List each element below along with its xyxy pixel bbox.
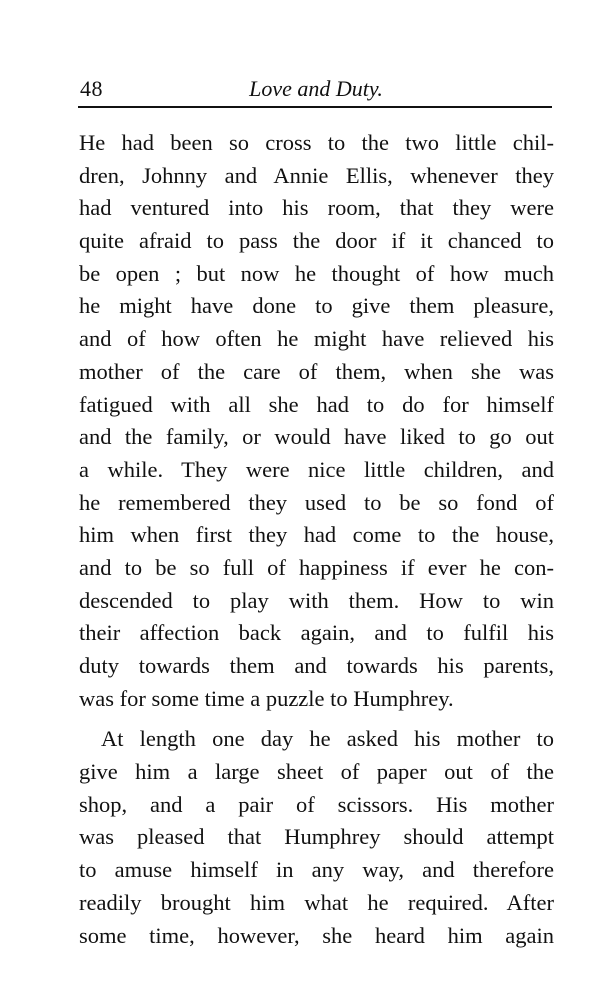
paragraph-gap — [79, 715, 554, 723]
text-line: and to be so full of happiness if ever he con- — [79, 554, 554, 580]
text-line: and the family, or would have liked to go out — [79, 424, 554, 450]
text-line: descended to play with them. How to win — [79, 587, 554, 613]
text-line: be open ; but now he thought of how much — [79, 260, 554, 286]
text-line: shop, and a pair of scissors. His mother — [79, 791, 554, 817]
text-line: fatigued with all she had to do for himself — [79, 391, 554, 417]
body-text — [79, 127, 554, 952]
text-line: to amuse himself in any way, and therefore — [79, 857, 554, 883]
page-header — [78, 72, 554, 102]
running-title: Love and Duty. — [249, 76, 383, 101]
page-number: 48 — [80, 76, 103, 101]
text-line: he remembered they used to be so fond of — [79, 489, 554, 515]
text-line: was pleased that Humphrey should attempt — [79, 824, 554, 850]
paragraph — [79, 723, 554, 952]
text-line: was for some time a puzzle to Humphrey. — [79, 685, 454, 711]
header-rule — [78, 106, 552, 108]
text-line: and of how often he might have relieved his — [79, 326, 554, 352]
paragraph — [79, 127, 554, 715]
text-line: some time, however, she heard him again — [79, 922, 554, 948]
text-line: dren, Johnny and Annie Ellis, whenever they — [79, 162, 554, 188]
text-line: had ventured into his room, that they were — [79, 195, 554, 221]
text-line: mother of the care of them, when she was — [79, 358, 554, 384]
text-line: readily brought him what he required. After — [79, 889, 554, 915]
text-line: him when first they had come to the house, — [79, 522, 554, 548]
text-line: a while. They were nice little children, and — [79, 456, 554, 482]
text-line: give him a large sheet of paper out of the — [79, 759, 554, 785]
text-line: He had been so cross to the two little chil- — [79, 130, 554, 155]
text-line: At length one day he asked his mother to — [101, 726, 554, 752]
text-line: quite afraid to pass the door if it chanced to — [79, 228, 554, 254]
text-line: duty towards them and towards his parents, — [79, 653, 554, 678]
text-line: their affection back again, and to fulfil his — [79, 620, 554, 646]
text-line: he might have done to give them pleasure, — [79, 293, 554, 319]
